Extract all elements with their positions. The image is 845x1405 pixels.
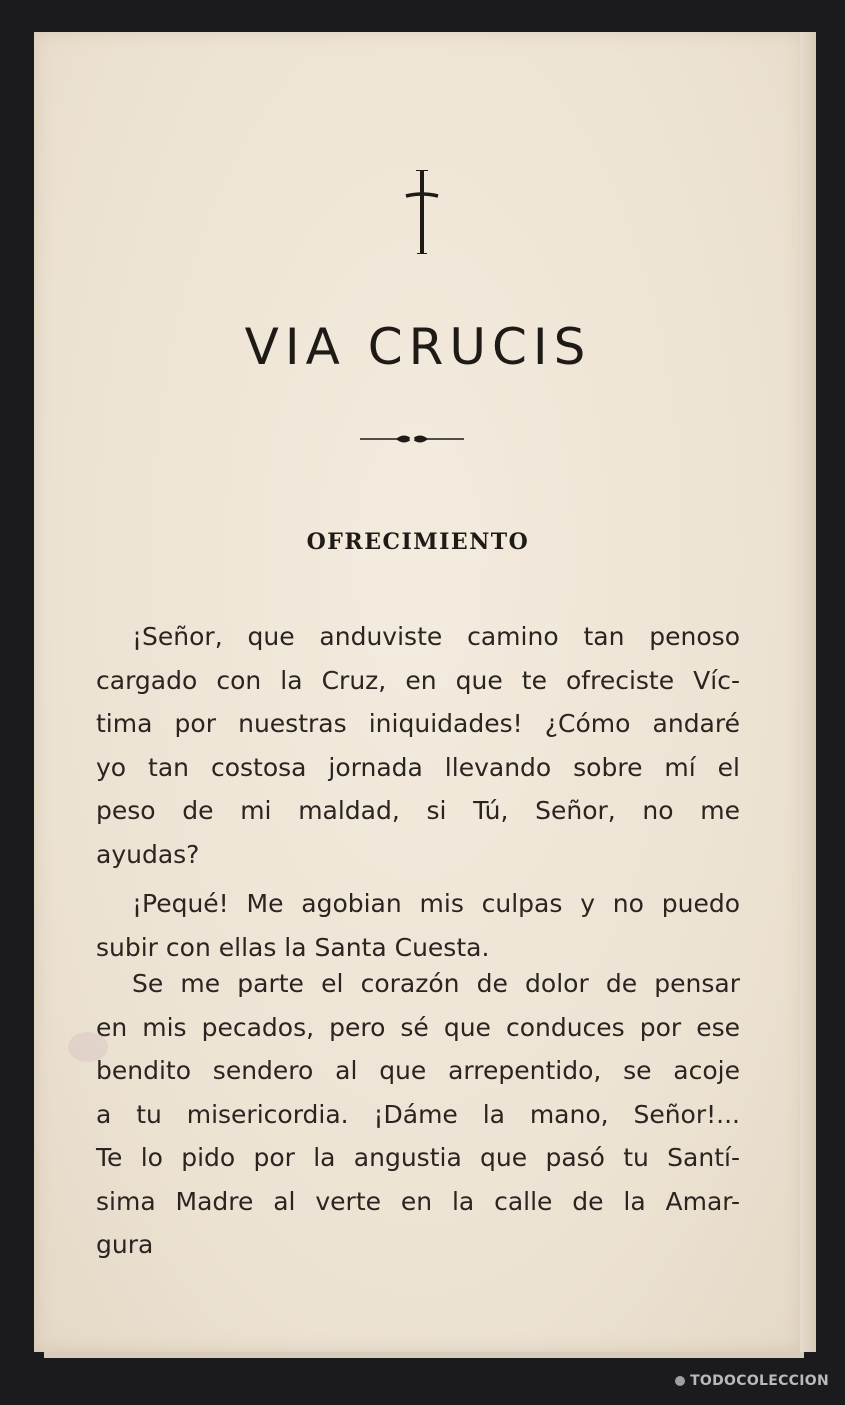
text-line: peso de mi maldad, si Tú, Señor, no me bbox=[96, 796, 740, 825]
text-line: ayudas? bbox=[96, 839, 200, 869]
latin-cross-icon bbox=[402, 170, 442, 254]
text-line: en mis pecados, pero sé que conduces por ese bbox=[96, 1012, 740, 1042]
watermark-logo-icon bbox=[675, 1376, 685, 1386]
text-line: ¡Pequé! Me agobian mis culpas y no puedo bbox=[132, 889, 740, 918]
ornament-divider-icon bbox=[360, 428, 464, 450]
paragraph-1 bbox=[96, 615, 740, 876]
text-line: Se me parte el corazón de dolor de pensar bbox=[132, 969, 740, 998]
watermark bbox=[675, 1373, 829, 1389]
page-edge bbox=[800, 32, 816, 1352]
text-line: yo tan costosa jornada llevando sobre mí el bbox=[96, 752, 740, 782]
text-line: gura bbox=[96, 1230, 154, 1259]
card-title: VIA CRUCIS bbox=[244, 318, 592, 376]
text-line: Te lo pido por la angustia que pasó tu Santí- bbox=[96, 1143, 740, 1172]
section-heading: OFRECIMIENTO bbox=[306, 529, 530, 555]
text-line: subir con ellas la Santa Cuesta. bbox=[96, 932, 490, 962]
text-line: ¡Señor, que anduviste camino tan penoso bbox=[132, 622, 740, 651]
paragraph-2 bbox=[96, 882, 740, 969]
text-line: sima Madre al verte en la calle de la Amar- bbox=[96, 1186, 740, 1216]
paragraph-3 bbox=[96, 962, 740, 1267]
text-line: a tu misericordia. ¡Dáme la mano, Señor!... bbox=[96, 1099, 740, 1129]
text-line: cargado con la Cruz, en que te ofreciste Víc- bbox=[96, 665, 740, 695]
text-line: tima por nuestras iniquidades! ¿Cómo andaré bbox=[96, 709, 740, 738]
prayer-card bbox=[34, 32, 802, 1352]
watermark-text: TODOCOLECCION bbox=[690, 1373, 829, 1389]
text-line: bendito sendero al que arrepentido, se acoje bbox=[96, 1056, 740, 1085]
